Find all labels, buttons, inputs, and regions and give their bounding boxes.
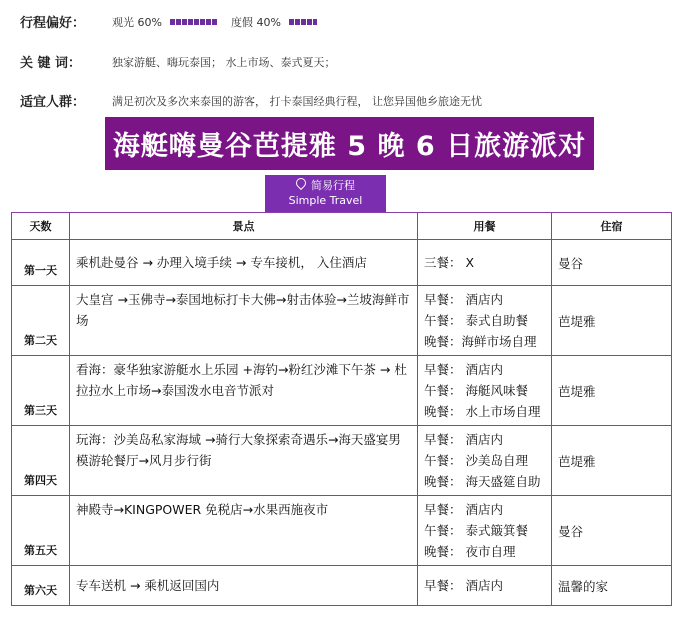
location-pin-icon — [294, 176, 308, 190]
itinerary-table — [11, 212, 672, 606]
meal-cell — [418, 286, 552, 356]
sightseeing-text: 观光 60% — [112, 15, 162, 29]
hotel-cell: 温馨的家 — [552, 566, 672, 606]
audience-row — [20, 91, 482, 110]
header-hotel: 住宿 — [552, 213, 672, 240]
header-route: 景点 — [70, 213, 418, 240]
table-row — [12, 286, 672, 356]
preference-row — [20, 12, 331, 31]
day-cell: 第六天 — [12, 566, 70, 606]
route-cell: 神殿寺→KINGPOWER 免税店→水果西施夜市 — [70, 496, 418, 566]
hotel-cell: 芭堤雅 — [552, 426, 672, 496]
header-meal: 用餐 — [418, 213, 552, 240]
trip-title-banner: 海艇嗨曼谷芭提雅 5 晚 6 日旅游派对 — [105, 117, 594, 170]
simple-itinerary-tag — [265, 175, 386, 212]
meal-cell — [418, 566, 552, 606]
keywords-text: 独家游艇、嗨玩泰国； 水上市场、泰式夏天； — [112, 55, 336, 69]
meal-line: 早餐： 酒店内 — [424, 502, 503, 517]
table-row — [12, 496, 672, 566]
day-cell: 第二天 — [12, 286, 70, 356]
meal-line: 晚餐：海鲜市场自理 — [424, 334, 537, 349]
keywords-label: 关 键 词： — [20, 56, 82, 71]
table-row — [12, 356, 672, 426]
sightseeing-bar — [170, 19, 217, 25]
meal-line: 早餐： 酒店内 — [424, 292, 503, 307]
meal-cell — [418, 240, 552, 286]
route-cell: 玩海：沙美岛私家海域 →骑行大象探索奇遇乐→海天盛宴男模游轮餐厅→风月步行街 — [70, 426, 418, 496]
meal-line: 晚餐： 夜市自理 — [424, 544, 516, 559]
vacation-bar — [289, 19, 317, 25]
meal-line: 晚餐： 水上市场自理 — [424, 404, 541, 419]
hotel-cell: 曼谷 — [552, 240, 672, 286]
hotel-cell: 芭堤雅 — [552, 286, 672, 356]
meal-line: 早餐： 酒店内 — [424, 432, 503, 447]
route-cell: 大皇宫 →玉佛寺→泰国地标打卡大佛→射击体验→兰坡海鲜市场 — [70, 286, 418, 356]
meal-cell — [418, 426, 552, 496]
meal-line: 午餐： 沙美岛自理 — [424, 453, 528, 468]
meal-line: 早餐： 酒店内 — [424, 578, 503, 593]
meal-line: 午餐： 海艇风味餐 — [424, 383, 528, 398]
table-row — [12, 426, 672, 496]
table-row — [12, 566, 672, 606]
hotel-cell: 曼谷 — [552, 496, 672, 566]
meal-line: 早餐： 酒店内 — [424, 362, 503, 377]
day-cell: 第一天 — [12, 240, 70, 286]
meal-line: 午餐： 泰式自助餐 — [424, 313, 528, 328]
route-cell: 看海：豪华独家游艇水上乐园 +海钓→粉红沙滩下午茶 → 杜拉拉水上市场→泰国泼水电音节派对 — [70, 356, 418, 426]
audience-text: 满足初次及多次来泰国的游客， 打卡泰国经典行程， 让您异国他乡旅途无忧 — [112, 94, 482, 108]
table-header-row — [12, 213, 672, 240]
route-cell: 乘机赴曼谷 → 办理入境手续 → 专车接机， 入住酒店 — [70, 240, 418, 286]
tag-en: Simple Travel — [288, 194, 363, 207]
hotel-cell: 芭堤雅 — [552, 356, 672, 426]
preference-label: 行程偏好： — [20, 16, 86, 31]
meal-cell — [418, 496, 552, 566]
meal-line: 三餐： X — [424, 255, 475, 270]
audience-label: 适宜人群： — [20, 95, 86, 110]
keywords-row — [20, 52, 336, 71]
day-cell: 第三天 — [12, 356, 70, 426]
meal-line: 晚餐： 海天盛筵自助 — [424, 474, 541, 489]
header-day: 天数 — [12, 213, 70, 240]
route-cell: 专车送机 → 乘机返回国内 — [70, 566, 418, 606]
tag-cn: 简易行程 — [311, 179, 355, 192]
day-cell: 第五天 — [12, 496, 70, 566]
day-cell: 第四天 — [12, 426, 70, 496]
vacation-text: 度假 40% — [230, 15, 281, 29]
meal-cell — [418, 356, 552, 426]
table-row — [12, 240, 672, 286]
meal-line: 午餐： 泰式簸箕餐 — [424, 523, 528, 538]
